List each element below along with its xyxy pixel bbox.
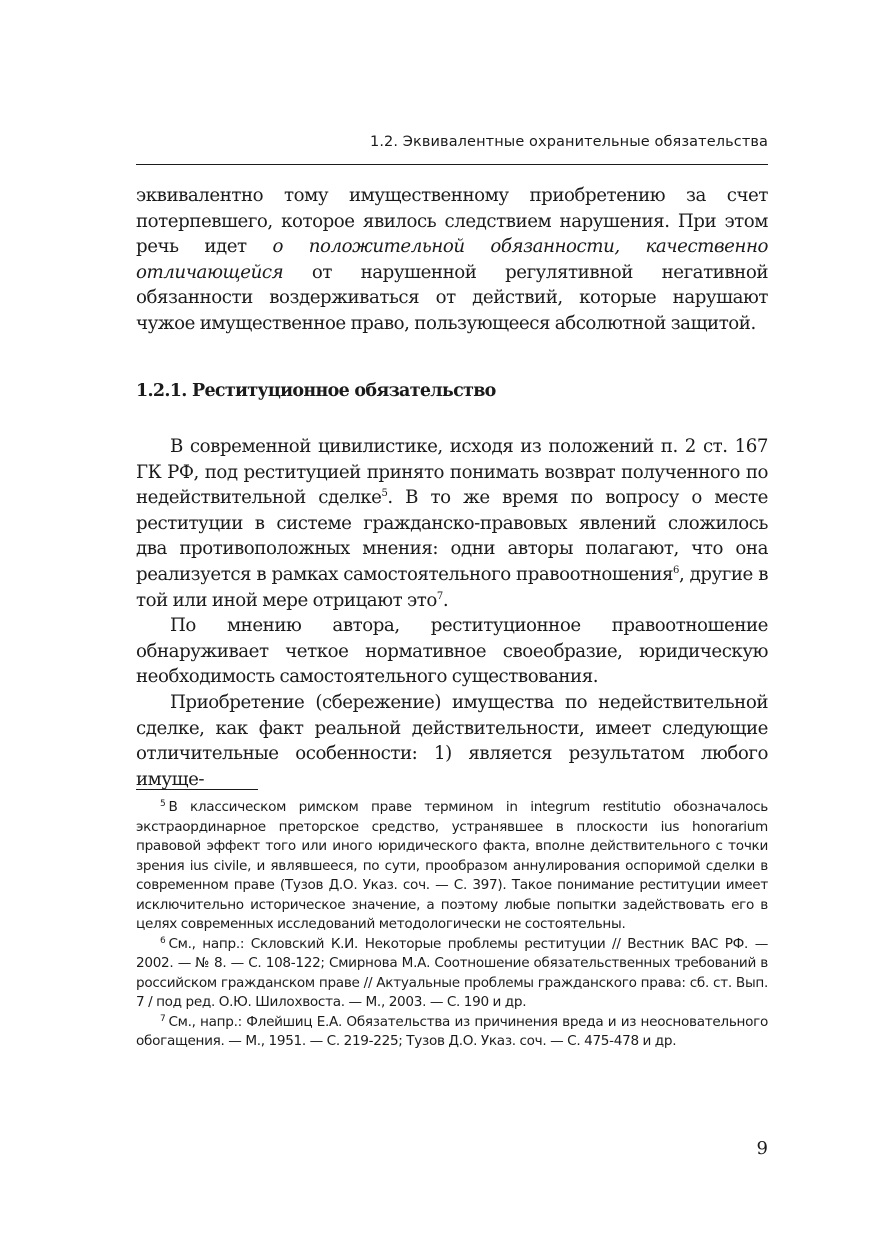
page-number: 9	[756, 1138, 768, 1159]
footnote-number: 6	[160, 935, 166, 946]
footnote-number: 5	[160, 799, 166, 809]
footnote-ref-6[interactable]: 6	[673, 564, 679, 576]
intro-emphasis: о положительной обязанности, качественно отличающейся	[136, 236, 768, 283]
paragraph-acquisition: Приобретение (сбережение) имущества по недействительной сделке, как факт реальной действительности, имеет следующие отличительные особенности: 1) является результатом любого имуще-	[136, 691, 768, 790]
footnote-7	[136, 1013, 768, 1052]
footnote-5	[136, 798, 768, 935]
footnote-number: 7	[160, 1013, 166, 1024]
footnote-text: См., напр.: Скловский К.И. Некоторые проблемы реституции // Вестник ВАС РФ. — 2002. — № 8. — С. 108-122; Смирнова М.А. Соотношение обязательственных требований в российском гражданском праве // Актуальные проблемы гражданского права: сб. ст. Вып. 7 / под ред. О.Ю. Шилохвоста. — М., 2003. — С. 190 и др.	[136, 935, 768, 1010]
intro-text-end: от нарушенной регулятивной негативной обязанности воздерживаться от действий, которые нарушают чужое имущественное право, пользующееся абсолютной защитой.	[136, 261, 768, 334]
paragraph-author-opinion: По мнению автора, реституционное правоотношение обнаруживает четкое нормативное своеобразие, юридическую необходимость самостоятельного существования.	[136, 615, 768, 688]
intro-text-start: эквивалентно тому имущественному приобретению за счет потерпевшего, которое явилось следствием нарушения. При этом речь идет	[136, 185, 768, 258]
intro-text	[136, 183, 768, 337]
footnote-ref-7[interactable]: 7	[436, 590, 443, 602]
paragraph1-text: .	[442, 589, 449, 611]
paragraph1-text: В современной цивилистике, исходя из положений п. 2 ст. 167 ГК РФ, под реституцией принято понимать возврат полученного по недействительной сделке	[136, 436, 768, 509]
footnotes	[136, 798, 768, 1052]
section-body	[136, 434, 768, 792]
footnote-6	[136, 935, 768, 1013]
paragraph1-text: . В то же время по вопросу о месте реституции в системе гражданско-правовых явлений сложилось два противоположных мнения: одни авторы полагают, что она реализуется в рамках самостоятельного правоотношения	[136, 487, 768, 585]
header-rule	[136, 164, 768, 165]
running-head: 1.2. Эквивалентные охранительные обязательства	[370, 134, 768, 150]
paragraph1-text: , другие в той или иной мере отрицают это	[136, 563, 768, 611]
footnote-text: См., напр.: Флейшиц Е.А. Обязательства из причинения вреда и из неосновательного обогащения. — М., 1951. — С. 219-225; Тузов Д.О. Указ. соч. — С. 475-478 и др.	[136, 1013, 768, 1049]
paragraph-restitution	[136, 434, 768, 613]
footnote-rule	[136, 789, 258, 790]
book-page	[136, 0, 768, 1258]
footnote-ref-5[interactable]: 5	[381, 488, 388, 500]
footnote-text: В классическом римском праве термином in integrum restitutio обозначалось экстраординарное преторское средство, устранявшее в плоскости ius honorarium правовой эффект того или иного юридического факта, вполне действительного с точки зрения ius civile, и являвшееся, по сути, прообразом аннулирования оспоримой сделки в современном праве (Тузов Д.О. Указ. соч. — С. 397). Такое понимание реституции имеет исключительно историческое значение, а поэтому любые попытки задействовать его в целях современных исследований методологически не состоятельны.	[136, 799, 768, 932]
section-heading: 1.2.1. Реституционное обязательство	[136, 381, 496, 401]
intro-paragraph	[136, 183, 768, 337]
